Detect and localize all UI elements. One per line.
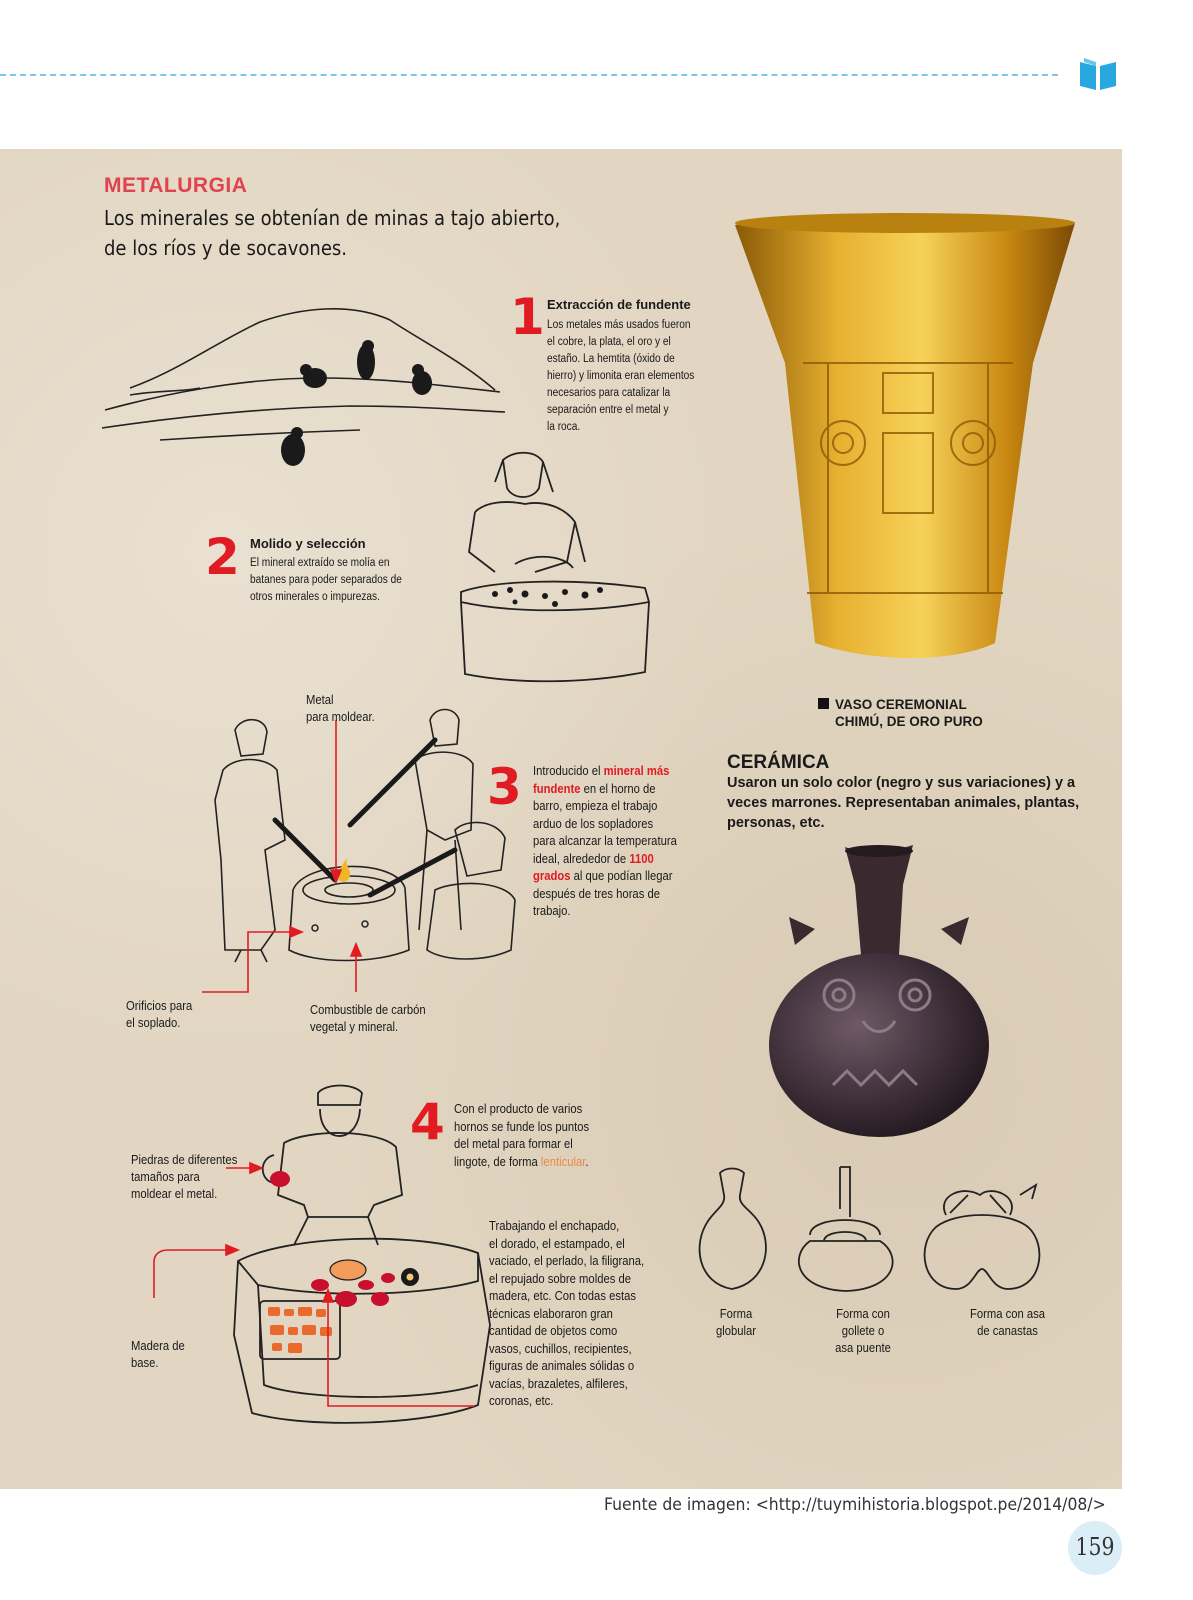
- header-dashed-rule: [0, 74, 1058, 76]
- caption-square-icon: [818, 698, 829, 709]
- vase-caption: VASO CEREMONIAL CHIMÚ, DE ORO PURO: [818, 696, 983, 730]
- step-1-number: 1: [510, 288, 545, 346]
- metalurgia-title: METALURGIA: [104, 174, 248, 197]
- step-2-number: 2: [205, 528, 240, 586]
- label-combustible: Combustible de carbón vegetal y mineral.: [310, 1003, 426, 1034]
- mining-landscape-drawing: [100, 300, 510, 475]
- furnace-callout-arrows: [120, 710, 380, 1010]
- grinding-stone-drawing: [455, 452, 660, 692]
- step-4-text: Con el producto de varios hornos se funde los puntos del metal para formar el lingote, de forma lenticular.: [454, 1102, 590, 1169]
- ceramica-title: CERÁMICA: [727, 752, 830, 773]
- page-number: 159: [1075, 1533, 1115, 1561]
- form-globular-label: Forma globular: [715, 1307, 757, 1338]
- form-canastas-label: Forma con asa de canastas: [969, 1307, 1046, 1338]
- book-icon: [1078, 56, 1118, 92]
- step-1-text: Los metales más usados fueron el cobre, la plata, el oro y el estaño. La hemtita (óxido de hierro) y limonita eran elementos necesarios para catalizar la separación entre el metal y la roca.: [547, 319, 695, 433]
- step-3-number: 3: [487, 758, 522, 816]
- metalurgia-intro: Los minerales se obtenían de minas a tajo abierto, de los ríos y de socavones.: [104, 206, 561, 260]
- step-1-title: Extracción de fundente: [547, 297, 691, 312]
- step-2-title: Molido y selección: [250, 536, 366, 551]
- step-2-text: El mineral extraído se molía en batanes para poder separados de otros minerales o impurezas.: [250, 557, 402, 603]
- image-source: Fuente de imagen: <http://tuymihistoria.blogspot.pe/2014/08/>: [604, 1495, 1106, 1515]
- form-gollete-label: Forma con gollete o asa puente: [835, 1307, 891, 1355]
- label-madera: Madera de base.: [131, 1339, 185, 1370]
- step-3-text: Introducido el mineral más fundente en el horno de barro, empieza el trabajo arduo de los sopladores para alcanzar la temperatura ideal, alrededor de 1100 grados al que podían llegar después de tres horas de trabajo.: [533, 764, 677, 918]
- label-piedras: Piedras de diferentes tamaños para moldear el metal.: [131, 1153, 238, 1201]
- step-4-number: 4: [410, 1093, 445, 1151]
- ceramica-description: Usaron un solo color (negro y sus variaciones) y a veces marrones. Representaban animales, plantas, personas, etc.: [727, 775, 1080, 831]
- gold-ceremonial-vase-image: [733, 213, 1083, 673]
- label-orificios: Orificios para el soplado.: [126, 999, 193, 1030]
- techniques-text: Trabajando el enchapado, el dorado, el estampado, el vaciado, el perlado, la filigrana, el repujado sobre moldes de madera, etc. Con todas estas técnicas elaboraron gran cantidad de objetos como vasos, cuchillos, recipientes, figuras de animales sólidas o vacías, brazaletes, alfileres, coronas, etc.: [489, 1219, 645, 1408]
- ceramic-forms-drawings: [690, 1165, 1080, 1295]
- ceramic-feline-vessel-image: [765, 845, 995, 1140]
- label-metal: Metal para moldear.: [306, 693, 375, 724]
